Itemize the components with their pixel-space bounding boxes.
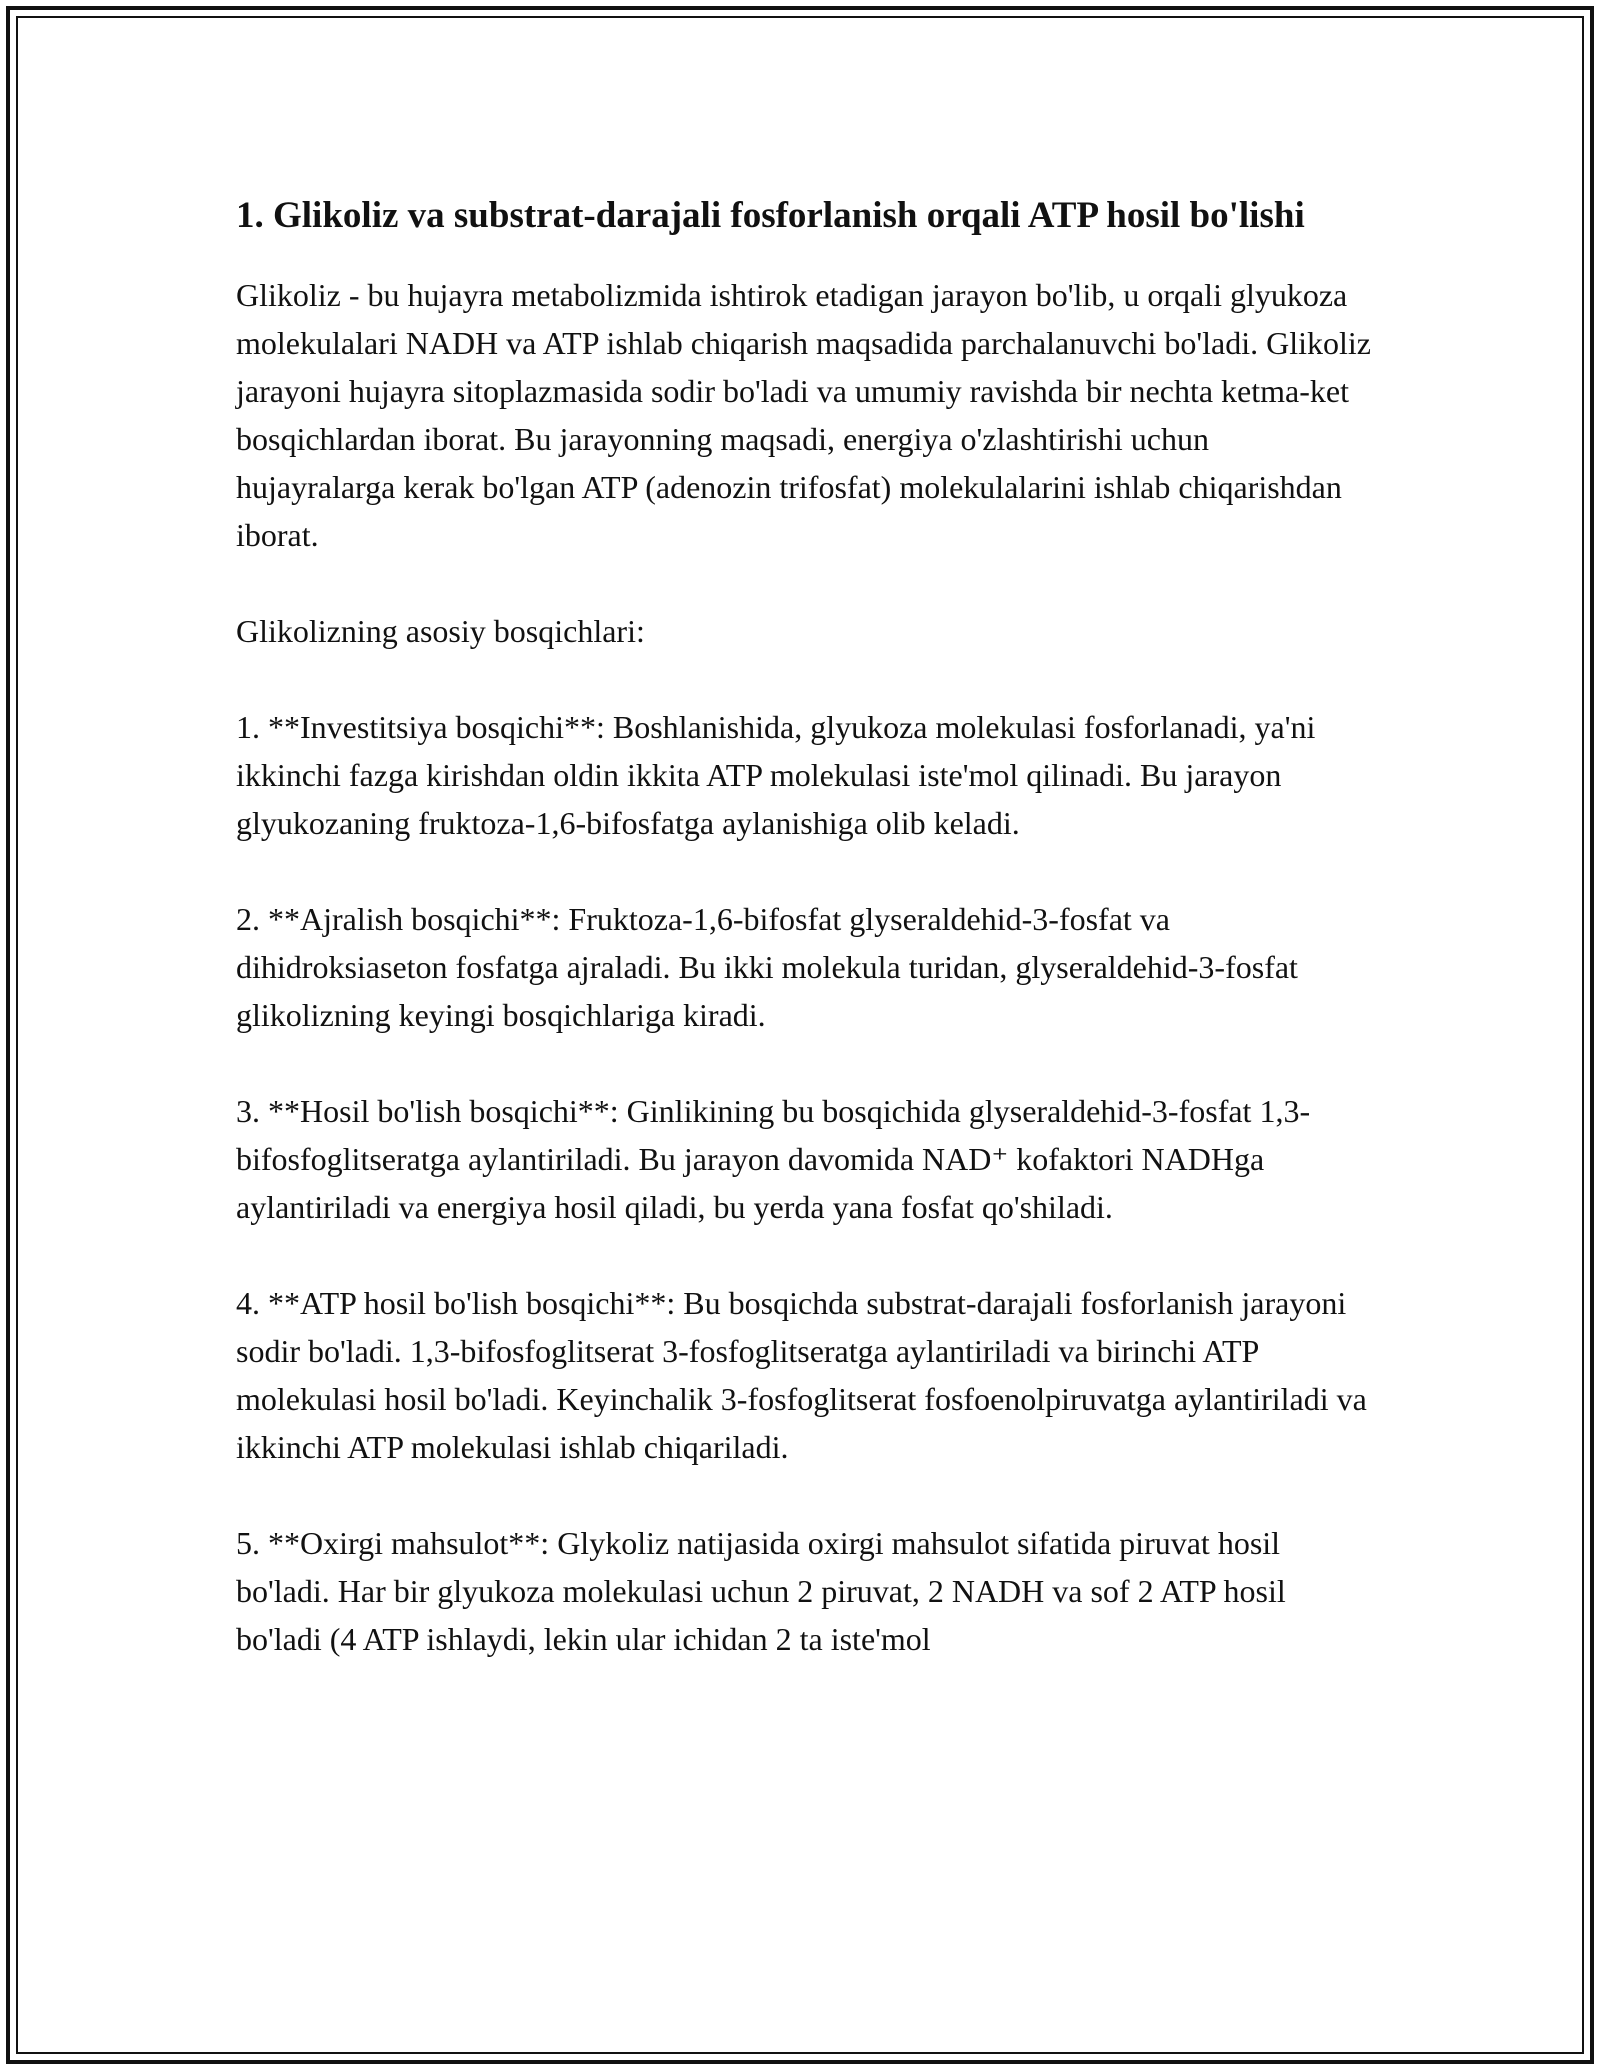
stage-paragraph-5: 5. **Oxirgi mahsulot**: Glykoliz natijasida oxirgi mahsulot sifatida piruvat hosil bo'ladi. Har bir glyukoza molekulasi uchun 2 piruvat, 2 NADH va sof 2 ATP hosil bo'ladi (4 ATP ishlaydi, lekin ular ichidan 2 ta iste'mol bbox=[236, 1525, 1286, 1657]
paragraph-gap bbox=[236, 1231, 1376, 1279]
stage-paragraph-3: 3. **Hosil bo'lish bosqichi**: Ginlikining bu bosqichida glyseraldehid-3-fosfat 1,3-bifosfoglitseratga aylantiriladi. Bu jarayon davomida NAD⁺ kofaktori NADHga aylantiriladi va energiya hosil qiladi, bu yerda yana fosfat qo'shiladi. bbox=[236, 1093, 1311, 1225]
document-title: 1. Glikoliz va substrat-darajali fosforlanish orqali ATP hosil bo'lishi bbox=[236, 195, 1305, 236]
paragraph-gap bbox=[236, 1471, 1376, 1519]
document-body bbox=[236, 188, 1376, 1663]
stage-paragraph-1: 1. **Investitsiya bosqichi**: Boshlanishida, glyukoza molekulasi fosforlanadi, ya'ni ikkinchi fazga kirishdan oldin ikkita ATP molekulasi iste'mol qilinadi. Bu jarayon glyukozaning fruktoza-1,6-bifosfatga aylanishiga olib keladi. bbox=[236, 709, 1316, 841]
intro-paragraph: Glikoliz - bu hujayra metabolizmida ishtirok etadigan jarayon bo'lib, u orqali glyukoza molekulalari NADH va ATP ishlab chiqarish maqsadida parchalanuvchi bo'ladi. Glikoliz jarayoni hujayra sitoplazmasida sodir bo'ladi va umumiy ravishda bir nechta ketma-ket bosqichlardan iborat. Bu jarayonning maqsadi, energiya o'zlashtirishi uchun hujayralarga kerak bo'lgan ATP (adenozin trifosfat) molekulalarini ishlab chiqarishdan iborat. bbox=[236, 277, 1371, 553]
paragraph-gap bbox=[236, 847, 1376, 895]
stage-paragraph-4: 4. **ATP hosil bo'lish bosqichi**: Bu bosqichda substrat-darajali fosforlanish jarayoni sodir bo'ladi. 1,3-bifosfoglitserat 3-fosfoglitseratga aylantiriladi va birinchi ATP molekulasi hosil bo'ladi. Keyinchalik 3-fosfoglitserat fosfoenolpiruvatga aylantiriladi va ikkinchi ATP molekulasi ishlab chiqariladi. bbox=[236, 1285, 1367, 1465]
paragraph-gap bbox=[236, 1039, 1376, 1087]
stages-heading: Glikolizning asosiy bosqichlari: bbox=[236, 613, 645, 649]
paragraph-gap bbox=[236, 559, 1376, 607]
paragraph-gap bbox=[236, 655, 1376, 703]
stage-paragraph-2: 2. **Ajralish bosqichi**: Fruktoza-1,6-bifosfat glyseraldehid-3-fosfat va dihidroksiaseton fosfatga ajraladi. Bu ikki molekula turidan, glyseraldehid-3-fosfat glikolizning keyingi bosqichlariga kiradi. bbox=[236, 901, 1298, 1033]
